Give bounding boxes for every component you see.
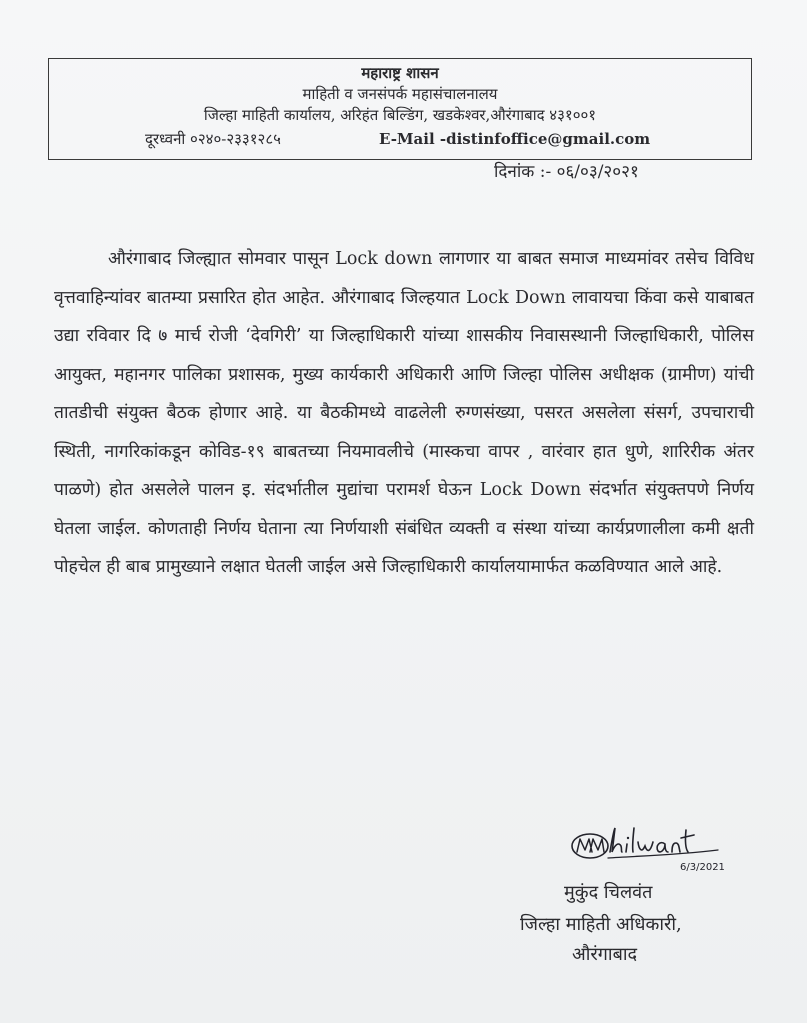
officer-designation: जिल्हा माहिती अधिकारी, (520, 914, 682, 935)
officer-place: औरंगाबाद (572, 944, 638, 965)
phone-number: दूरध्वनी ०२४०-२३३१२८५ (145, 130, 281, 148)
handwritten-signature-icon (568, 822, 738, 882)
officer-name: मुकुंद चिलवंत (564, 882, 653, 903)
email-address: E-Mail -distinfoffice@gmail.com (379, 130, 651, 148)
press-release-body: औरंगाबाद जिल्ह्यात सोमवार पासून Lock down लागणार या बाबत समाज माध्यमांवर तसेच विविध वृत्तवाहिन्यांवर बातम्या प्रसारित होत आहेत. औरंगाबाद जिल्हयात Lock Down लावायचा किंवा कसे याबाबत उद्या रविवार दि ७ मार्च रोजी ‘देवगिरी’ या जिल्हाधिकारी यांच्या शासकीय निवासस्थानी जिल्हाधिकारी, पोलिस आयुक्त, महानगर पालिका प्रशासक, मुख्य कार्यकारी अधिकारी आणि जिल्हा पोलिस अधीक्षक (ग्रामीण) यांची तातडीची संयुक्त बैठक होणार आहे. या बैठकीमध्ये वाढलेली रुग्णसंख्या, पसरत असलेला संसर्ग, उपचाराची स्थिती, नागरिकांकडून कोविड-१९ बाबतच्या नियमावलीचे (मास्कचा वापर , वारंवार हात धुणे, शारिरीक अंतर पाळणे) होत असलेले पालन इ. संदर्भातील मुद्यांचा परामर्श घेऊन Lock Down संदर्भात संयुक्तपणे निर्णय घेतला जाईल. कोणताही निर्णय घेताना त्या निर्णयाशी संबंधित व्यक्ती व संस्था यांच्या कार्यप्रणालीला कमी क्षती पोहचेल ही बाब प्रामुख्याने लक्षात घेतली जाईल असे जिल्हाधिकारी कार्यालयामार्फत कळविण्यात आले आहे. (54, 249, 754, 577)
government-name: महाराष्ट्र शासन (361, 64, 439, 82)
office-address: जिल्हा माहिती कार्यालय, अरिहंत बिल्डिंग, खडकेश्वर,औरंगाबाद ४३१००१ (203, 106, 597, 124)
directorate-name: माहिती व जनसंपर्क महासंचालनालय (302, 85, 498, 103)
svg-text:6/3/2021: 6/3/2021 (680, 862, 725, 873)
document-date: दिनांक :- ०६/०३/२०२१ (494, 162, 639, 182)
signature-block (520, 822, 760, 965)
letterhead-box (48, 58, 752, 160)
